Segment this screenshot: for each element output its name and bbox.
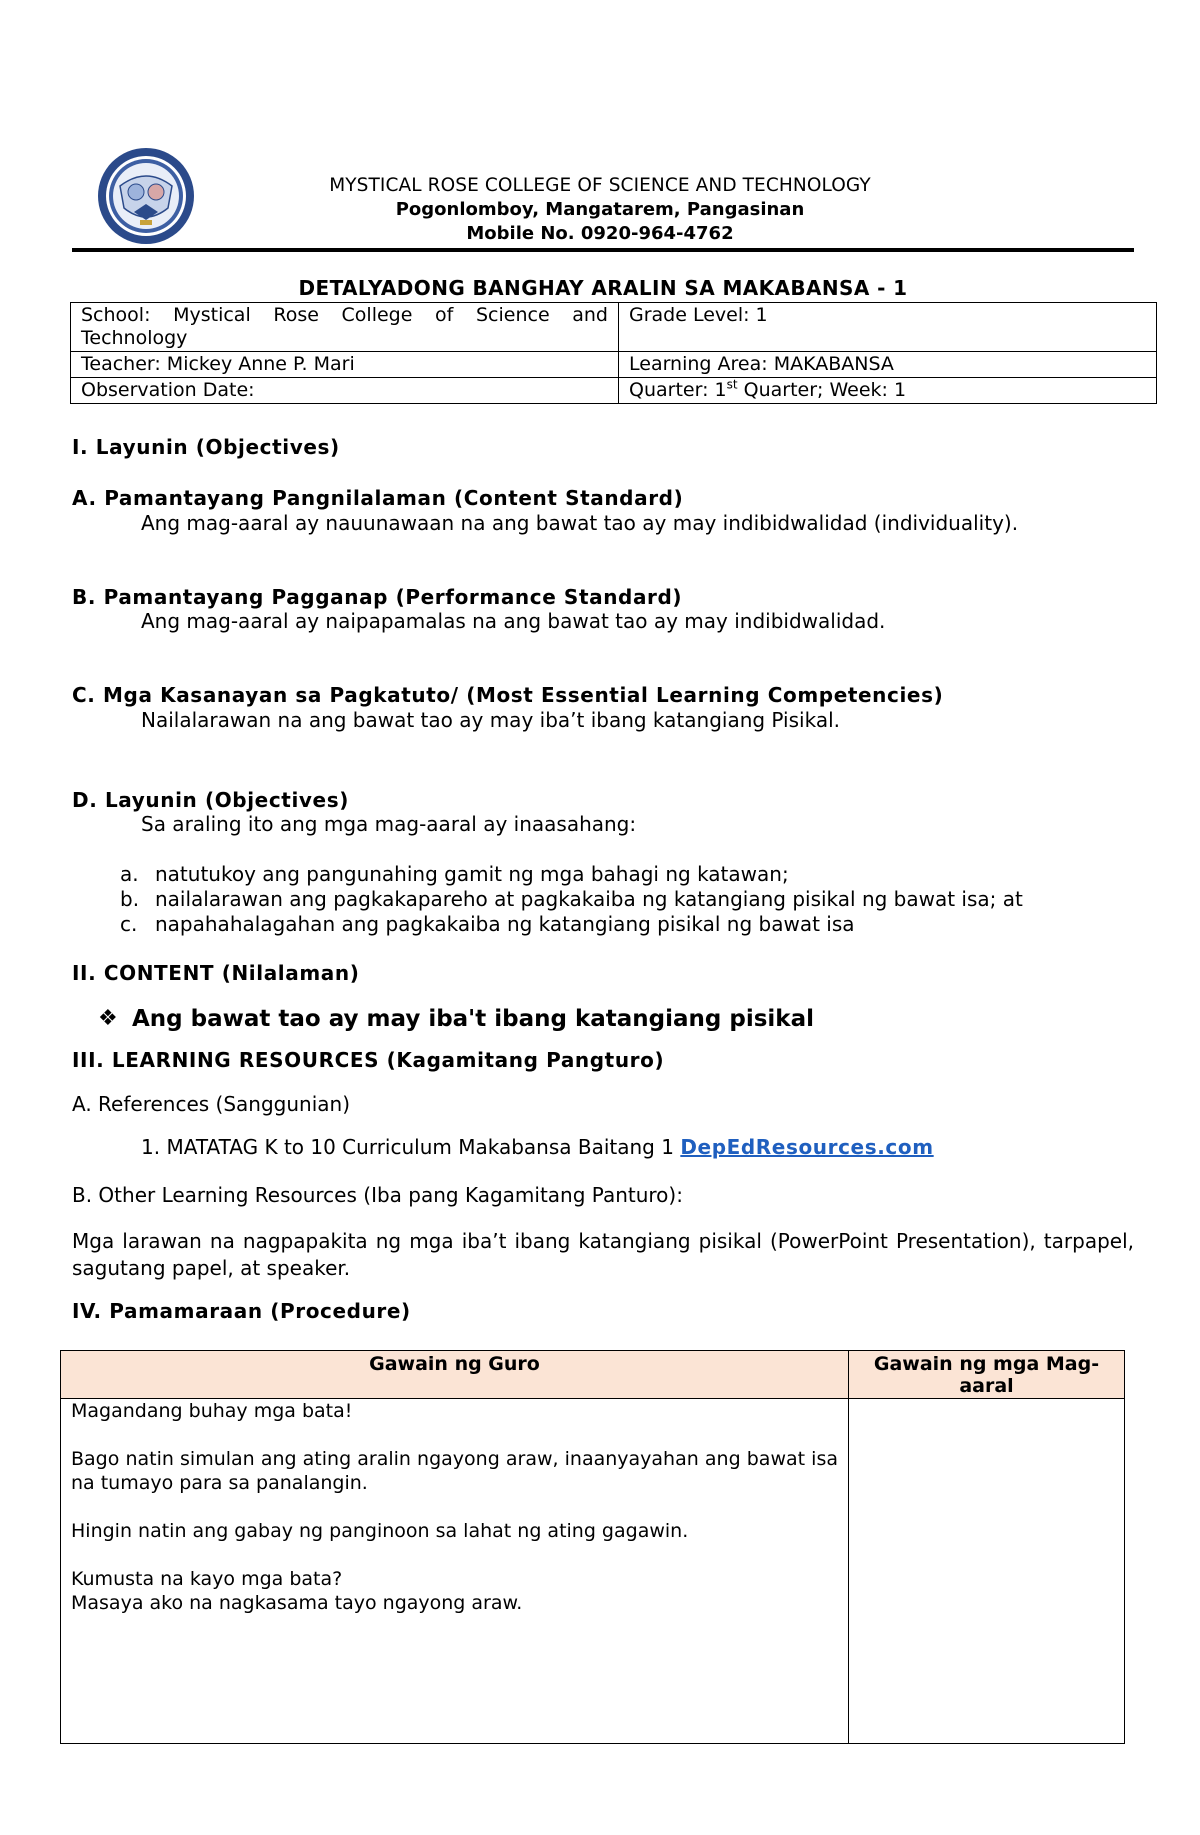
procedure-header-row — [61, 1351, 1125, 1399]
teacher-greeting: Magandang buhay mga bata! — [71, 1400, 353, 1422]
procedure-heading: IV. Pamamaraan (Procedure) — [72, 1299, 411, 1323]
procedure-table — [60, 1350, 1125, 1744]
objective-marker: c. — [120, 912, 138, 936]
teacher-checkin-remark: Masaya ako na nagkasama tayo ngayong araw. — [71, 1592, 523, 1614]
teacher-prayer-invite: Bago natin simulan ang ating aralin ngayong araw, inaanyayahan ang bawat isa na tumayo para sa panalangin. — [71, 1448, 838, 1494]
school-seal-icon — [96, 146, 196, 246]
info-row — [71, 378, 1157, 404]
performance-standard-heading: B. Pamantayang Pagganap (Performance Standard) — [72, 585, 683, 609]
header-divider — [72, 248, 1134, 252]
teacher-checkin-question: Kumusta na kayo mga bata? — [71, 1568, 343, 1590]
quarter-prefix: Quarter: 1 — [629, 379, 727, 401]
procedure-row — [61, 1399, 1125, 1744]
reference-text: 1. MATATAG K to 10 Curriculum Makabansa Baitang 1 — [141, 1135, 681, 1159]
teacher-column-header: Gawain ng Guro — [61, 1351, 849, 1399]
info-teacher: Teacher: Mickey Anne P. Mari — [71, 352, 619, 378]
content-item: Ang bawat tao ay may iba't ibang katangiang pisikal — [132, 1006, 814, 1032]
institution-header — [200, 174, 1000, 246]
objectives-heading: I. Layunin (Objectives) — [72, 435, 340, 459]
objective-item: natutukoy ang pangunahing gamit ng mga bahagi ng katawan; — [155, 862, 789, 886]
institution-mobile: Mobile No. 0920-964-4762 — [466, 223, 734, 244]
objective-item: napahahalagahan ang pagkakaiba ng katangiang pisikal ng bawat isa — [155, 912, 855, 936]
quarter-ordinal: st — [726, 377, 738, 392]
other-resources-heading: B. Other Learning Resources (Iba pang Kagamitang Panturo): — [72, 1183, 683, 1207]
content-standard-heading: A. Pamantayang Pangnilalaman (Content Standard) — [72, 486, 684, 510]
quarter-suffix: Quarter; Week: 1 — [737, 379, 907, 401]
info-row — [71, 352, 1157, 378]
teacher-guidance: Hingin natin ang gabay ng panginoon sa lahat ng ating gagawin. — [71, 1520, 689, 1542]
document-title: DETALYADONG BANGHAY ARALIN SA MAKABANSA - 1 — [298, 276, 908, 300]
other-resources-text: Mga larawan na nagpapakita ng mga iba’t ibang katangiang pisikal (PowerPoint Presentation), tarpapel, sagutang papel, at speaker. — [72, 1229, 1134, 1280]
lesson-info-table — [70, 302, 1157, 404]
info-observation-date: Observation Date: — [71, 378, 619, 404]
competencies-heading: C. Mga Kasanayan sa Pagkatuto/ (Most Essential Learning Competencies) — [72, 683, 944, 707]
resources-heading: III. LEARNING RESOURCES (Kagamitang Pangturo) — [72, 1048, 665, 1072]
students-column-header: Gawain ng mga Mag-aaral — [849, 1351, 1125, 1399]
reference-item — [141, 1134, 934, 1160]
info-grade-level: Grade Level: 1 — [619, 303, 1157, 352]
info-school: School: Mystical Rose College of Science and Technology — [71, 303, 619, 352]
teacher-activity-cell — [61, 1399, 849, 1744]
references-heading: A. References (Sanggunian) — [72, 1092, 350, 1116]
objective-marker: a. — [120, 862, 139, 886]
institution-address: Pogonlomboy, Mangatarem, Pangasinan — [395, 199, 805, 220]
institution-name: MYSTICAL ROSE COLLEGE OF SCIENCE AND TECHNOLOGY — [329, 175, 871, 196]
content-standard-text: Ang mag-aaral ay nauunawaan na ang bawat tao ay may indibidwalidad (individuality). — [141, 511, 1019, 535]
competencies-text: Nailalarawan na ang bawat tao ay may iba’t ibang katangiang Pisikal. — [141, 708, 840, 732]
teacher-checkin — [71, 1567, 838, 1615]
content-heading: II. CONTENT (Nilalaman) — [72, 961, 360, 985]
d-objectives-heading: D. Layunin (Objectives) — [72, 788, 349, 812]
info-quarter — [619, 378, 1157, 404]
performance-standard-text: Ang mag-aaral ay naipapamalas na ang bawat tao ay may indibidwalidad. — [141, 609, 886, 633]
objective-item: nailalarawan ang pagkakapareho at pagkakaiba ng katangiang pisikal ng bawat isa; at — [155, 887, 1023, 911]
student-activity-cell — [849, 1399, 1125, 1744]
objective-marker: b. — [120, 887, 140, 911]
info-row — [71, 303, 1157, 352]
d-objectives-text: Sa araling ito ang mga mag-aaral ay inaasahang: — [141, 812, 637, 836]
info-learning-area: Learning Area: MAKABANSA — [619, 352, 1157, 378]
diamond-bullet-icon: ❖ — [98, 1006, 118, 1031]
reference-link[interactable]: DepEdResources.com — [680, 1135, 934, 1159]
